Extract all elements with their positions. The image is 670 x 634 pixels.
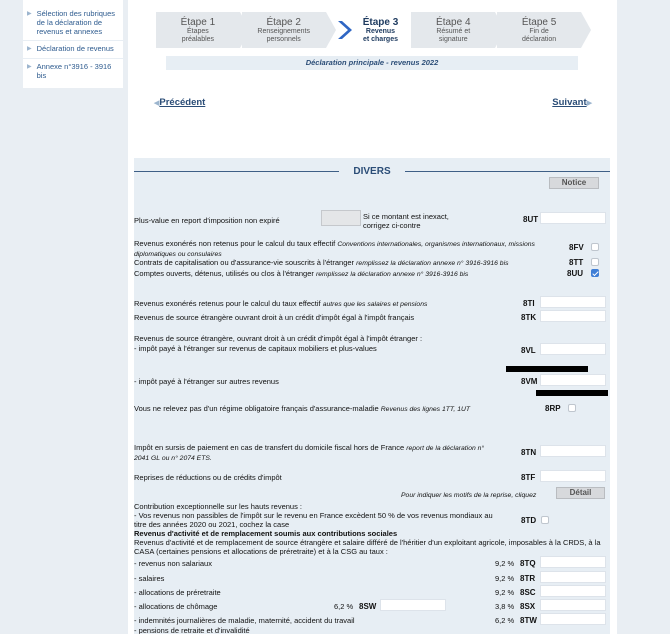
step-title: Étape 1 xyxy=(180,17,216,28)
label-8tn xyxy=(134,443,494,463)
code-8sw: 8SW xyxy=(359,602,377,611)
step-line: Renseignements xyxy=(257,28,310,35)
checkbox-8tt[interactable] xyxy=(591,258,599,266)
previous-link[interactable] xyxy=(154,97,205,108)
input-8ut[interactable] xyxy=(540,212,606,224)
page-subtitle: Déclaration principale - revenus 2022 xyxy=(166,56,578,70)
next-label: Suivant xyxy=(552,97,587,108)
step-line: Résumé et xyxy=(436,28,471,35)
step-2 xyxy=(242,12,326,48)
label-8tk: Revenus de source étrangère ouvrant droit à un crédit d'impôt égal à l'impôt français xyxy=(134,313,415,322)
rate-8tw: 6,2 % xyxy=(495,616,515,625)
code-8tr: 8TR xyxy=(520,574,536,583)
step-4 xyxy=(411,12,495,48)
step-line: Étapes xyxy=(187,28,209,35)
step-title: Étape 4 xyxy=(436,17,471,28)
label-8uu-text: Comptes ouverts, détenus, utilisés ou clos à l'étranger xyxy=(134,269,314,278)
step-3-current xyxy=(328,12,412,48)
step-5 xyxy=(497,12,581,48)
label-8sx: - allocations de chômage xyxy=(134,602,218,611)
step-title: Étape 3 xyxy=(362,17,399,28)
label-8rp-text: Vous ne relevez pas d'un régime obligatoire français d'assurance-maladie xyxy=(134,404,379,413)
redaction-bar xyxy=(536,390,608,396)
label-8tw: - indemnités journalières de maladie, maternité, accident du travail xyxy=(134,616,355,625)
hint-8tf-text: Pour indiquer les motifs de la reprise, cliquez xyxy=(401,492,537,499)
label-8tf: Reprises de réductions ou de crédits d'impôt xyxy=(134,473,282,482)
label-8ti-text: Revenus exonérés retenus pour le calcul du taux effectif xyxy=(134,299,321,308)
step-line: personnels xyxy=(266,36,301,43)
sidebar-item-label: Sélection des rubriques de la déclaration de revenus et annexes xyxy=(36,9,116,36)
step-progress xyxy=(156,12,581,48)
label-8ti-italic: autres que les salaires et pensions xyxy=(322,301,428,308)
label-8tr: - salaires xyxy=(134,574,165,583)
code-8uu: 8UU xyxy=(567,269,584,278)
sidebar-item-label: Déclaration de revenus xyxy=(36,44,114,53)
rate-8sw: 6,2 % xyxy=(334,602,354,611)
input-8tf[interactable] xyxy=(540,470,606,482)
label-8ut: Plus-value en report d'imposition non expiré xyxy=(134,216,280,225)
divider xyxy=(134,171,339,172)
label-8sc: - allocations de préretraite xyxy=(134,588,221,597)
label-8tt-text: Contrats de capitalisation ou d'assurance-vie souscrits à l'étranger xyxy=(134,258,355,267)
redaction-bar xyxy=(506,366,588,372)
step-line: et charges xyxy=(362,36,398,43)
code-8vl: 8VL xyxy=(521,346,536,355)
code-8sc: 8SC xyxy=(520,588,536,597)
sidebar-item-declaration-revenus[interactable] xyxy=(23,41,123,59)
label-8rp xyxy=(134,404,470,414)
code-8sx: 8SX xyxy=(520,602,536,611)
section-header xyxy=(134,163,610,179)
note-8ut: Si ce montant est inexact, corrigez ci-contre xyxy=(363,212,449,230)
rate-8tr: 9,2 % xyxy=(495,574,515,583)
sidebar xyxy=(23,0,123,88)
label-rev-head: Revenus d'activité et de remplacement soumis aux contributions sociales xyxy=(134,529,398,538)
input-8tr[interactable] xyxy=(540,571,606,583)
step-line: déclaration xyxy=(521,36,557,43)
step-1 xyxy=(156,12,240,48)
label-8ti xyxy=(134,299,427,309)
code-8ti: 8TI xyxy=(523,299,535,308)
code-8ut: 8UT xyxy=(523,215,539,224)
sidebar-item-annexe-3916[interactable] xyxy=(23,59,123,84)
label-rev-text: Revenus d'activité et de remplacement de source étrangère et salaire différé de l'héritier d'un exploitant agricole, imposables à la CRDS, à la CASA (certaines pensions et allocations de préretraite) et à la CSG au taux : xyxy=(134,538,601,556)
previous-label: Précédent xyxy=(159,97,206,108)
input-8sc[interactable] xyxy=(540,585,606,597)
checkbox-8fv[interactable] xyxy=(591,243,599,251)
code-8tt: 8TT xyxy=(569,258,584,267)
code-8td: 8TD xyxy=(521,516,537,525)
readonly-8ut xyxy=(321,210,361,226)
notice-button[interactable]: Notice xyxy=(549,177,599,189)
main-content xyxy=(128,0,617,634)
hint-8tf xyxy=(401,490,536,500)
label-8tn-italic: report de la déclaration n° 2041 GL ou n° 2074 ETS. xyxy=(134,445,485,462)
code-8rp: 8RP xyxy=(545,404,561,413)
rate-8sx: 3,8 % xyxy=(495,602,515,611)
code-8tk: 8TK xyxy=(521,313,537,322)
section-title: DIVERS xyxy=(353,165,391,177)
label-8tq: - revenus non salariaux xyxy=(134,559,212,568)
label-8tt xyxy=(134,258,509,268)
step-line: Revenus xyxy=(365,28,396,35)
input-8tw[interactable] xyxy=(540,613,606,625)
checkbox-8td[interactable] xyxy=(541,516,549,524)
step-line: signature xyxy=(438,36,468,43)
label-8fv-italic: Conventions internationales, organismes internationaux, missions diplomatiques ou consulaires xyxy=(134,241,535,258)
detail-button[interactable]: Détail xyxy=(556,487,605,499)
code-8tn: 8TN xyxy=(521,448,537,457)
input-8sw[interactable] xyxy=(380,599,446,611)
chevron-right-icon: ▶ xyxy=(27,64,32,70)
code-8tf: 8TF xyxy=(521,473,536,482)
sidebar-item-label: Annexe n°3916 - 3916 bis xyxy=(36,62,112,80)
triangle-right-icon: ▶ xyxy=(586,100,592,107)
input-8tk[interactable] xyxy=(540,310,606,322)
code-8vm: 8VM xyxy=(521,377,538,386)
input-8sx[interactable] xyxy=(540,599,606,611)
rate-8tq: 9,2 % xyxy=(495,559,515,568)
input-8vm[interactable] xyxy=(540,374,606,386)
code-8fv: 8FV xyxy=(569,243,584,252)
code-8tw: 8TW xyxy=(520,616,537,625)
input-8tq[interactable] xyxy=(540,556,606,568)
label-vl-head: Revenus de source étrangère, ouvrant droit à un crédit d'impôt égal à l'impôt étranger : xyxy=(134,334,423,343)
label-8vm: - impôt payé à l'étranger sur autres revenus xyxy=(134,377,279,386)
sidebar-item-selection-rubriques[interactable] xyxy=(23,6,123,41)
input-8ti[interactable] xyxy=(540,296,606,308)
label-8tn-text: Impôt en sursis de paiement en cas de transfert du domicile fiscal hors de France xyxy=(134,443,405,452)
step-line: Fin de xyxy=(529,28,549,35)
label-8rp-italic: Revenus des lignes 1TT, 1UT xyxy=(380,406,471,413)
label-pensions: - pensions de retraite et d'invalidité xyxy=(134,626,250,634)
step-line: préalables xyxy=(181,36,215,43)
rate-8sc: 9,2 % xyxy=(495,588,515,597)
current-step-chevron-icon xyxy=(335,20,355,40)
label-td-head: Contribution exceptionnelle sur les hauts revenus : xyxy=(134,502,303,511)
label-8fv-text: Revenus exonérés non retenus pour le calcul du taux effectif xyxy=(134,239,336,248)
label-8uu-italic: remplissez la déclaration annexe n° 3916-3916 bis xyxy=(315,271,469,278)
divider xyxy=(405,171,610,172)
label-8td: - Vos revenus non passibles de l'impôt sur le revenu en France excèdent 50 % de vos revenus mondiaux au titre des années 2020 ou 2021, cochez la case xyxy=(134,511,493,529)
triangle-left-icon: ◀ xyxy=(154,100,160,107)
section-divers xyxy=(134,158,610,634)
input-8vl[interactable] xyxy=(540,343,606,355)
checkbox-8rp[interactable] xyxy=(568,404,576,412)
label-8tt-italic: remplissez la déclaration annexe n° 3916-3916 bis xyxy=(356,260,509,267)
chevron-right-icon: ▶ xyxy=(27,46,32,52)
chevron-right-icon: ▶ xyxy=(27,11,32,17)
step-title: Étape 2 xyxy=(266,17,301,28)
input-8tn[interactable] xyxy=(540,445,606,457)
label-8vl: - impôt payé à l'étranger sur revenus de capitaux mobiliers et plus-values xyxy=(134,344,377,353)
label-8uu xyxy=(134,269,468,279)
step-title: Étape 5 xyxy=(521,17,557,28)
code-8tq: 8TQ xyxy=(520,559,536,568)
label-8fv xyxy=(134,239,554,259)
checkbox-8uu[interactable] xyxy=(591,269,599,277)
next-link[interactable] xyxy=(552,97,592,108)
